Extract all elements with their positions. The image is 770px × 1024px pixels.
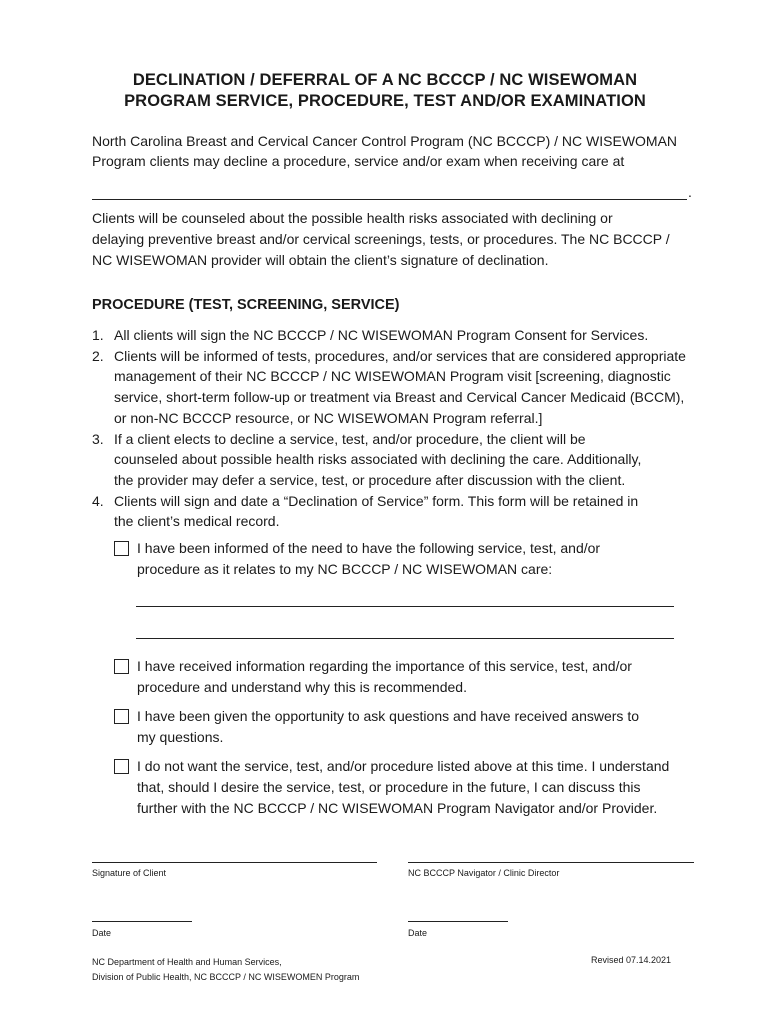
- check-line: I have received information regarding the importance of this service, test, and/or: [137, 658, 632, 674]
- form-title-line-1: DECLINATION / DEFERRAL OF A NC BCCCP / NC WISEWOMAN: [132, 71, 638, 89]
- received-information-text: [137, 656, 632, 698]
- navigator-date-label: Date: [408, 928, 428, 938]
- procedure-item-line: All clients will sign the NC BCCCP / NC WISEWOMAN Program Consent for Services.: [114, 327, 649, 343]
- form-title: [60, 70, 710, 112]
- navigator-date-line[interactable]: [408, 921, 508, 922]
- service-fill-line-2[interactable]: [136, 638, 674, 639]
- procedure-item-4: [92, 491, 712, 532]
- informed-need-text: [137, 538, 600, 580]
- check-line: my questions.: [137, 729, 224, 745]
- navigator-signature-line[interactable]: [408, 862, 694, 863]
- procedure-heading: PROCEDURE (TEST, SCREENING, SERVICE): [92, 297, 400, 313]
- procedure-item-line: Clients will be informed of tests, procedures, and/or services that are considered appropriate: [114, 347, 686, 364]
- procedure-item-line: management of their NC BCCCP / NC WISEWOMAN Program visit [screening, diagnostic: [114, 368, 671, 385]
- questions-answered-text: [137, 706, 639, 748]
- counsel-line-3: NC WISEWOMAN provider will obtain the client’s signature of declination.: [92, 252, 549, 268]
- received-information-checkbox[interactable]: [114, 659, 129, 674]
- footer-line-1: NC Department of Health and Human Services,: [92, 957, 282, 967]
- procedure-item-number: 2.: [92, 347, 104, 364]
- informed-need-checkbox[interactable]: [114, 541, 129, 556]
- intro-period: .: [688, 184, 692, 200]
- service-fill-line-1[interactable]: [136, 606, 674, 607]
- procedure-item-line: If a client elects to decline a service, test, and/or procedure, the client will be: [114, 430, 586, 447]
- footer-agency: [92, 955, 359, 985]
- revision-date: Revised 07.14.2021: [591, 955, 672, 965]
- check-line: I do not want the service, test, and/or procedure listed above at this time. I understand: [137, 758, 670, 774]
- counsel-line-1: Clients will be counseled about the possible health risks associated with declining or: [92, 210, 613, 226]
- intro-line-1: North Carolina Breast and Cervical Cancer Control Program (NC BCCCP) / NC WISEWOMAN: [92, 133, 678, 149]
- procedure-item-line: service, short-term follow-up or treatment via Breast and Cervical Cancer Medicaid (BCCM),: [114, 389, 685, 406]
- check-line: procedure as it relates to my NC BCCCP / NC WISEWOMAN care:: [137, 561, 553, 577]
- decline-service-checkbox[interactable]: [114, 759, 129, 774]
- counsel-line-2: delaying preventive breast and/or cervical screenings, tests, or procedures. The NC BCCCP /: [92, 231, 670, 247]
- procedure-item-number: 3.: [92, 430, 104, 447]
- footer-line-2: Division of Public Health, NC BCCCP / NC WISEWOMEN Program: [92, 972, 360, 982]
- intro-paragraph: [92, 131, 712, 171]
- procedure-item-2: [92, 346, 712, 429]
- client-signature-label: Signature of Client: [92, 868, 167, 878]
- procedure-item-line: counseled about possible health risks associated with declining the care. Additionally,: [114, 451, 642, 468]
- intro-line-2: Program clients may decline a procedure, service and/or exam when receiving care at: [92, 153, 625, 169]
- questions-answered-checkbox[interactable]: [114, 709, 129, 724]
- procedure-item-line: or non-NC BCCCP resource, or NC WISEWOMAN Program referral.]: [114, 409, 543, 426]
- client-signature-line[interactable]: [92, 862, 377, 863]
- procedure-item-line: Clients will sign and date a “Declination of Service” form. This form will be retained in: [114, 492, 639, 509]
- care-location-blank[interactable]: [92, 199, 687, 200]
- procedure-item-number: 4.: [92, 492, 104, 509]
- client-date-label: Date: [92, 928, 112, 938]
- procedure-item-line: the client’s medical record.: [114, 513, 280, 530]
- form-title-line-2: PROGRAM SERVICE, PROCEDURE, TEST AND/OR EXAMINATION: [124, 92, 646, 110]
- procedure-item-1: [92, 325, 712, 346]
- procedure-item-line: the provider may defer a service, test, or procedure after discussion with the client.: [114, 471, 626, 488]
- procedure-item-3: [92, 429, 712, 491]
- decline-service-text: [137, 756, 669, 819]
- navigator-signature-label: NC BCCCP Navigator / Clinic Director: [408, 868, 560, 878]
- check-line: I have been informed of the need to have the following service, test, and/or: [137, 540, 601, 556]
- procedure-item-number: 1.: [92, 327, 104, 343]
- procedure-list: [92, 325, 712, 532]
- check-line: further with the NC BCCCP / NC WISEWOMAN Program Navigator and/or Provider.: [137, 800, 658, 816]
- client-date-line[interactable]: [92, 921, 192, 922]
- counsel-paragraph: [92, 208, 712, 271]
- check-line: procedure and understand why this is recommended.: [137, 679, 467, 695]
- check-line: I have been given the opportunity to ask questions and have received answers to: [137, 708, 639, 724]
- check-line: that, should I desire the service, test, or procedure in the future, I can discuss this: [137, 779, 641, 795]
